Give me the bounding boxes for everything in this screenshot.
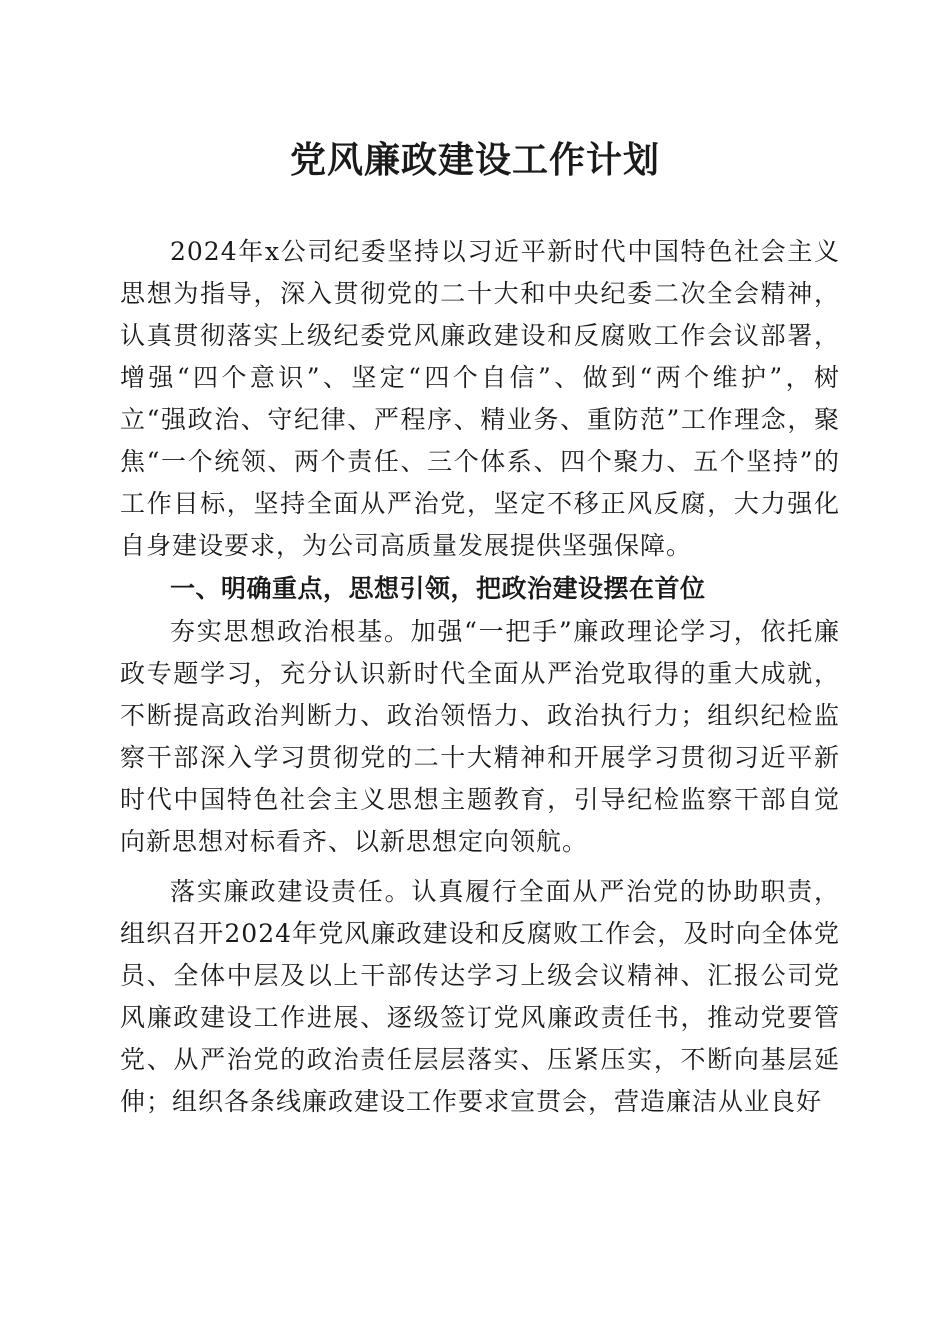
document-title: 党风廉政建设工作计划 bbox=[289, 139, 660, 181]
section-heading-1: 一、明确重点，思想引领，把政治建设摆在首位 bbox=[170, 574, 706, 603]
section1-paragraph-2: 落实廉政建设责任。认真履行全面从严治党的协助职责，组织召开2024年党风廉政建设和反腐败工作会，及时向全体党员、全体中层及以上干部传达学习上级会议精神、汇报公司党风廉政建设工作进展、逐级签订党风廉政责任书，推动党要管党、从严治党的政治责任层层落实、压紧压实，不断向基层延伸；组织各条线廉政建设工作要求宣贯会，营造廉洁从业良好 bbox=[120, 877, 840, 1116]
paragraph-spacer bbox=[120, 863, 840, 871]
document-body bbox=[120, 231, 840, 1123]
intro-paragraph: 2024年x公司纪委坚持以习近平新时代中国特色社会主义思想为指导，深入贯彻党的二十大和中央纪委二次全会精神，认真贯彻落实上级纪委党风廉政建设和反腐败工作会议部署，增强“四个意识”、坚定“四个自信”、做到“两个维护”，树立“强政治、守纪律、严程序、精业务、重防范”工作理念，聚焦“一个统领、两个责任、三个体系、四个聚力、五个坚持”的工作目标，坚持全面从严治党，坚定不移正风反腐，大力强化自身建设要求，为公司高质量发展提供坚强保障。 bbox=[120, 237, 840, 560]
section1-paragraph-1: 夯实思想政治根基。加强“一把手”廉政理论学习，依托廉政专题学习，充分认识新时代全面从严治党取得的重大成就，不断提高政治判断力、政治领悟力、政治执行力；组织纪检监察干部深入学习贯彻党的二十大精神和开展学习贯彻习近平新时代中国特色社会主义思想主题教育，引导纪检监察干部自觉向新思想对标看齐、以新思想定向领航。 bbox=[120, 617, 840, 856]
